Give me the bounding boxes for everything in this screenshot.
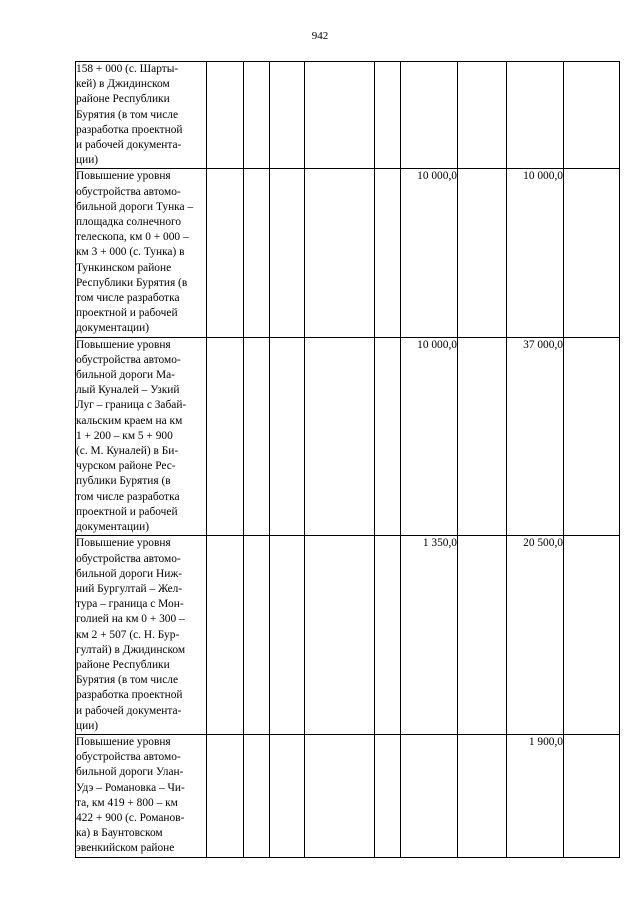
description-line: публики Бурятия (в: [76, 475, 171, 488]
description-line: разработка проектной: [76, 123, 183, 136]
empty-cell: [244, 337, 270, 536]
empty-cell: [564, 169, 620, 337]
amount-cell: 1 900,0: [507, 734, 564, 857]
description-line: бильной дороги Ниж-: [76, 567, 182, 580]
description-line: тура – граница с Мон-: [76, 598, 184, 611]
amount-cell: [507, 62, 564, 169]
empty-cell: [564, 62, 620, 169]
description-line: проектной и рабочей: [76, 307, 178, 320]
description-line: чурском районе Рес-: [76, 460, 176, 473]
description-line: Повышение уровня: [76, 537, 171, 550]
description-line: телескопа, км 0 + 000 –: [76, 231, 189, 244]
empty-cell: [244, 536, 270, 735]
description-line: Луг – граница с Забай-: [76, 399, 187, 412]
amount-cell: 37 000,0: [507, 337, 564, 536]
description-line: гултай) в Джидинском: [76, 643, 186, 656]
amount-cell: 10 000,0: [507, 169, 564, 337]
description-line: (с. М. Куналей) в Би-: [76, 445, 179, 458]
project-description-cell: [76, 62, 207, 169]
amount-cell: 20 500,0: [507, 536, 564, 735]
empty-cell: [375, 337, 401, 536]
description-line: ции): [76, 719, 99, 732]
description-line: кей) в Джидинском: [76, 78, 170, 91]
table-row: [76, 62, 620, 169]
description-line: документации): [76, 322, 150, 335]
amount-cell: [401, 734, 458, 857]
empty-cell: [458, 536, 507, 735]
empty-cell: [207, 337, 244, 536]
empty-cell: [564, 734, 620, 857]
project-description-cell: [76, 337, 207, 536]
budget-table: [75, 61, 620, 858]
table-row: [76, 734, 620, 857]
description-line: Республики Бурятия (в: [76, 276, 188, 289]
empty-cell: [270, 169, 305, 337]
empty-cell: [207, 62, 244, 169]
description-line: и рабочей документа-: [76, 139, 182, 152]
empty-cell: [305, 536, 375, 735]
amount-cell: 1 350,0: [401, 536, 458, 735]
empty-cell: [564, 337, 620, 536]
description-line: обустройства автомо-: [76, 751, 181, 764]
empty-cell: [244, 62, 270, 169]
description-line: бильной дороги Улан-: [76, 766, 184, 779]
empty-cell: [458, 169, 507, 337]
empty-cell: [270, 337, 305, 536]
description-line: обустройства автомо-: [76, 353, 181, 366]
table-row: [76, 536, 620, 735]
empty-cell: [244, 734, 270, 857]
description-line: Бурятия (в том числе: [76, 108, 179, 121]
description-line: проектной и рабочей: [76, 505, 178, 518]
empty-cell: [305, 62, 375, 169]
empty-cell: [244, 169, 270, 337]
empty-cell: [458, 62, 507, 169]
description-line: бильной дороги Ма-: [76, 369, 175, 382]
description-line: обустройства автомо-: [76, 552, 181, 565]
description-line: документации): [76, 521, 150, 534]
empty-cell: [270, 734, 305, 857]
empty-cell: [564, 536, 620, 735]
description-line: и рабочей документа-: [76, 704, 182, 717]
description-line: голией на км 0 + 300 –: [76, 613, 185, 626]
empty-cell: [305, 734, 375, 857]
empty-cell: [270, 536, 305, 735]
description-line: км 3 + 000 (с. Тунка) в: [76, 246, 185, 259]
description-line: ка) в Баунтовском: [76, 827, 163, 840]
description-line: Повышение уровня: [76, 735, 171, 748]
description-line: ний Бургултай – Жел-: [76, 582, 183, 595]
description-line: разработка проектной: [76, 689, 183, 702]
empty-cell: [207, 734, 244, 857]
description-line: эвенкийском районе: [76, 842, 175, 855]
description-line: км 2 + 507 (с. Н. Бур-: [76, 628, 180, 641]
project-description-cell: [76, 734, 207, 857]
description-line: обустройства автомо-: [76, 185, 181, 198]
description-line: том числе разработка: [76, 490, 180, 503]
page-number: 942: [311, 30, 329, 42]
description-line: 158 + 000 (с. Шарты-: [76, 63, 179, 75]
description-line: лый Куналей – Узкий: [76, 384, 180, 397]
description-line: кальским краем на км: [76, 414, 183, 427]
empty-cell: [270, 62, 305, 169]
project-description-cell: [76, 169, 207, 337]
amount-cell: [401, 62, 458, 169]
description-line: Тункинском районе: [76, 261, 172, 274]
table-row: [76, 169, 620, 337]
empty-cell: [305, 337, 375, 536]
empty-cell: [207, 169, 244, 337]
amount-cell: 10 000,0: [401, 169, 458, 337]
empty-cell: [375, 62, 401, 169]
project-description-cell: [76, 536, 207, 735]
empty-cell: [458, 337, 507, 536]
description-line: ции): [76, 154, 99, 167]
empty-cell: [375, 169, 401, 337]
description-line: районе Республики: [76, 93, 170, 106]
description-line: том числе разработка: [76, 292, 180, 305]
description-line: Повышение уровня: [76, 170, 171, 183]
description-line: Удэ – Романовка – Чи-: [76, 781, 185, 794]
description-line: 422 + 900 (с. Романов-: [76, 811, 185, 824]
empty-cell: [207, 536, 244, 735]
description-line: районе Республики: [76, 658, 170, 671]
description-line: Бурятия (в том числе: [76, 674, 179, 687]
empty-cell: [458, 734, 507, 857]
description-line: 1 + 200 – км 5 + 900: [76, 429, 173, 442]
amount-cell: 10 000,0: [401, 337, 458, 536]
table-row: [76, 337, 620, 536]
empty-cell: [375, 536, 401, 735]
empty-cell: [305, 169, 375, 337]
empty-cell: [375, 734, 401, 857]
description-line: та, км 419 + 800 – км: [76, 796, 178, 809]
description-line: площадка солнечного: [76, 216, 182, 229]
description-line: бильной дороги Тунка –: [76, 200, 194, 213]
description-line: Повышение уровня: [76, 338, 171, 351]
